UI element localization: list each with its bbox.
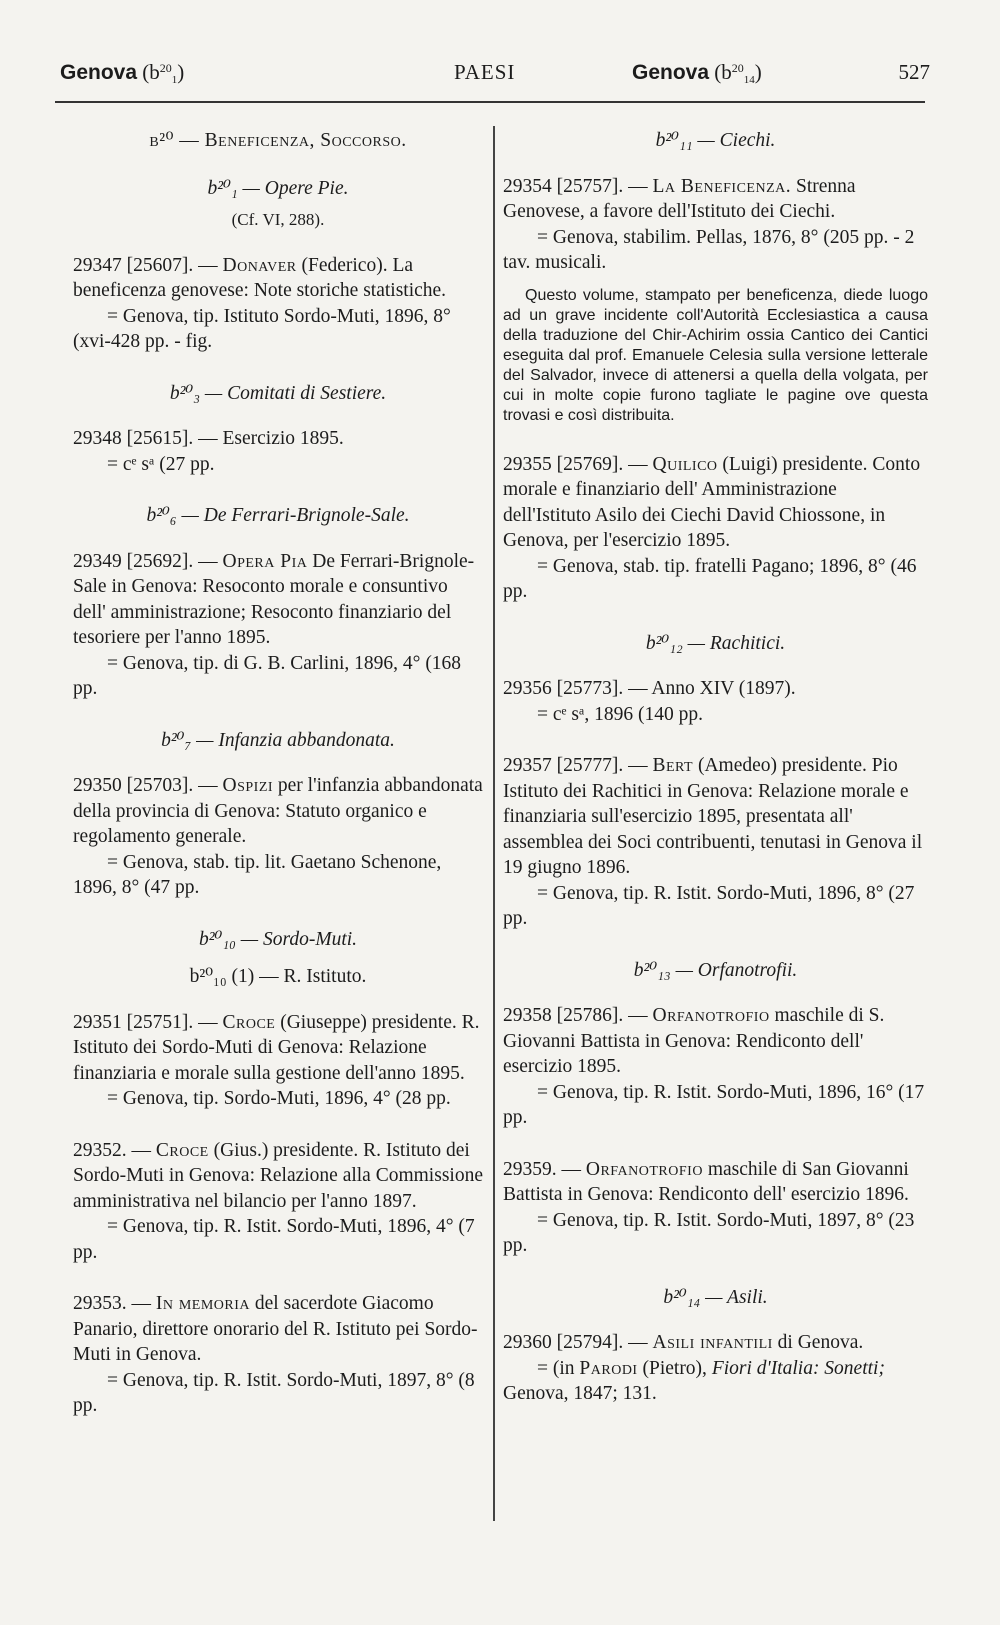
entry-29360: 29360 [25794]. — Asili infantili di Genova. = (in Parodi (Pietro), Fiori d'Italia: Sonetti; Genova, 1847; 131. (503, 1332, 885, 1404)
header-rule (55, 101, 925, 103)
imprint: = cᵉ sᵃ, 1896 (140 pp. (537, 703, 703, 725)
imprint: = Genova, tip. Sordo-Muti, 1896, 4° (28 pp. (107, 1088, 451, 1109)
running-head (60, 60, 930, 94)
section-heading-sordo-muti: b²⁰₁₀ — Sordo-Muti. (198, 928, 358, 950)
section-heading-r-istituto: b²⁰₁₀ (1) — R. Istituto. (189, 966, 367, 987)
imprint: = Genova, tip. R. Istit. Sordo-Muti, 1897, 8° (23 pp. (503, 1209, 915, 1256)
imprint: = cᵉ sᵃ (27 pp. (107, 453, 215, 475)
imprint: = (in Parodi (Pietro), Fiori d'Italia: Sonetti; Genova, 1847; 131. (503, 1357, 885, 1404)
section-heading-opere-pie: b²⁰₁ — Opere Pie. (207, 177, 349, 199)
entry-note: Questo volume, stampato per beneficenza, diede luogo ad un grave incidente coll'Autorità Ecclesiastica a causa della traduzione del Chir-Achirim ossia Cantico dei Cantici eseguita dal prof. Emanuele Celesia sulla versione letterale del Salvador, invece di attenersi a quella della volgata, per cui in molte copie furono tagliate le pagine ove questa trovasi e così distribuita. (503, 286, 928, 424)
entry-29353: 29353. — In memoria del sacerdote Giacomo Panario, direttore onorario del R. Istituto pei Sordo-Muti in Genova. = Genova, tip. R. Istit. Sordo-Muti, 1897, 8° (8 pp. (73, 1293, 478, 1416)
section-heading-beneficenza: b²⁰ — Beneficenza, Soccorso. (149, 130, 407, 151)
entry-29356: 29356 [25773]. — Anno XIV (1897). = cᵉ sᵃ, 1896 (140 pp. (503, 678, 796, 725)
entry-29349: 29349 [25692]. — Opera Pia De Ferrari-Brignole-Sale in Genova: Resoconto morale e consuntivo dell' amministrazione; Resoconto finanziario del tesoriere per l'anno 1895. = Genova, tip. di G. B. Carlini, 1896, 4° (168 pp. (73, 550, 475, 699)
entry-29347: 29347 [25607]. — Donaver (Federico). La beneficenza genovese: Note storiche statistiche. = Genova, tip. Istituto Sordo-Muti, 1896, 8° (xvi-428 pp. - fig. (73, 254, 451, 352)
imprint: = Genova, stab. tip. fratelli Pagano; 1896, 8° (46 pp. (503, 555, 917, 602)
section-heading-comitati: b²⁰₃ — Comitati di Sestiere. (169, 382, 387, 404)
imprint: = Genova, tip. R. Istit. Sordo-Muti, 1896, 4° (7 pp. (73, 1216, 475, 1263)
entry-29355: 29355 [25769]. — Quilico (Luigi) presidente. Conto morale e finanziario dell' Amministrazione dell'Istituto Asilo dei Ciechi David Chiossone, in Genova, per l'esercizio 1895. = Genova, stab. tip. fratelli Pagano; 1896, 8° (46 pp. (503, 453, 921, 602)
running-head-right: Genova $(b^{20}_{14})$ (632, 60, 762, 86)
imprint: = Genova, stab. tip. lit. Gaetano Schenone, 1896, 8° (47 pp. (73, 851, 442, 898)
imprint: = Genova, tip. R. Istit. Sordo-Muti, 1897, 8° (8 pp. (73, 1369, 475, 1416)
section-heading-de-ferrari: b²⁰₆ — De Ferrari-Brignole-Sale. (146, 505, 410, 526)
imprint: = Genova, tip. Istituto Sordo-Muti, 1896, 8° (xvi-428 pp. - fig. (73, 305, 451, 352)
section-heading-orfanotrofii: b²⁰₁₃ — Orfanotrofii. (633, 959, 798, 981)
column-divider (493, 126, 495, 1521)
entry-29357: 29357 [25777]. — Bert (Amedeo) presidente. Pio Istituto dei Rachitici in Genova: Relazione morale e finanziaria sull'esercizio 1895, presentata all' assemblea dei Soci contribuenti, tenutasi in Genova il 19 giugno 1896. = Genova, tip. R. Istit. Sordo-Muti, 1896, 8° (27 pp. (503, 755, 923, 929)
section-heading-infanzia: b²⁰₇ — Infanzia abbandonata. (161, 729, 395, 751)
entry-29350: 29350 [25703]. — Ospizi per l'infanzia abbandonata della provincia di Genova: Statuto organico e regolamento generale. = Genova, stab. tip. lit. Gaetano Schenone, 1896, 8° (47 pp. (73, 775, 483, 898)
imprint: = Genova, tip. di G. B. Carlini, 1896, 4° (168 pp. (73, 652, 462, 699)
running-head-left: Genova $(b^{20}_1)$ (60, 60, 185, 86)
imprint: = Genova, tip. R. Istit. Sordo-Muti, 1896, 16° (17 pp. (503, 1081, 925, 1128)
imprint: = Genova, stabilim. Pellas, 1876, 8° (205 pp. - 2 tav. musicali. (503, 226, 915, 273)
entry-29359: 29359. — Orfanotrofio maschile di San Giovanni Battista in Genova: Rendiconto dell' esercizio 1896. = Genova, tip. R. Istit. Sordo-Muti, 1897, 8° (23 pp. (503, 1158, 915, 1256)
section-heading-ciechi: b²⁰₁₁ — Ciechi. (655, 130, 776, 151)
cross-reference: (Cf. VI, 288). (231, 210, 325, 229)
page-number: 527 (898, 60, 930, 84)
right-column (503, 128, 928, 1433)
entry-29348: 29348 [25615]. — Esercizio 1895. = cᵉ sᵃ (27 pp. (73, 428, 344, 475)
imprint: = Genova, tip. R. Istit. Sordo-Muti, 1896, 8° (27 pp. (503, 882, 915, 929)
entry-29352: 29352. — Croce (Gius.) presidente. R. Istituto dei Sordo-Muti in Genova: Relazione alla Commissione amministrativa nel bilancio per l'anno 1897. = Genova, tip. R. Istit. Sordo-Muti, 1896, 4° (7 pp. (73, 1139, 483, 1263)
section-heading-rachitici: b²⁰₁₂ — Rachitici. (645, 632, 786, 654)
running-head-center: PAESI (454, 60, 516, 84)
left-column (73, 128, 483, 1445)
entry-29351: 29351 [25751]. — Croce (Giuseppe) presidente. R. Istituto dei Sordo-Muti di Genova: Relazione finanziaria e morale sulla gestione dell'anno 1895. = Genova, tip. Sordo-Muti, 1896, 4° (28 pp. (73, 1011, 480, 1109)
section-heading-asili: b²⁰₁₄ — Asili. (663, 1286, 768, 1308)
entry-29358: 29358 [25786]. — Orfanotrofio maschile di S. Giovanni Battista in Genova: Rendiconto dell' esercizio 1895. = Genova, tip. R. Istit. Sordo-Muti, 1896, 16° (17 pp. (503, 1005, 925, 1128)
entry-29354: 29354 [25757]. — La Beneficenza. Strenna Genovese, a favore dell'Istituto dei Ciechi. = Genova, stabilim. Pellas, 1876, 8° (205 pp. - 2 tav. musicali. (503, 175, 915, 273)
